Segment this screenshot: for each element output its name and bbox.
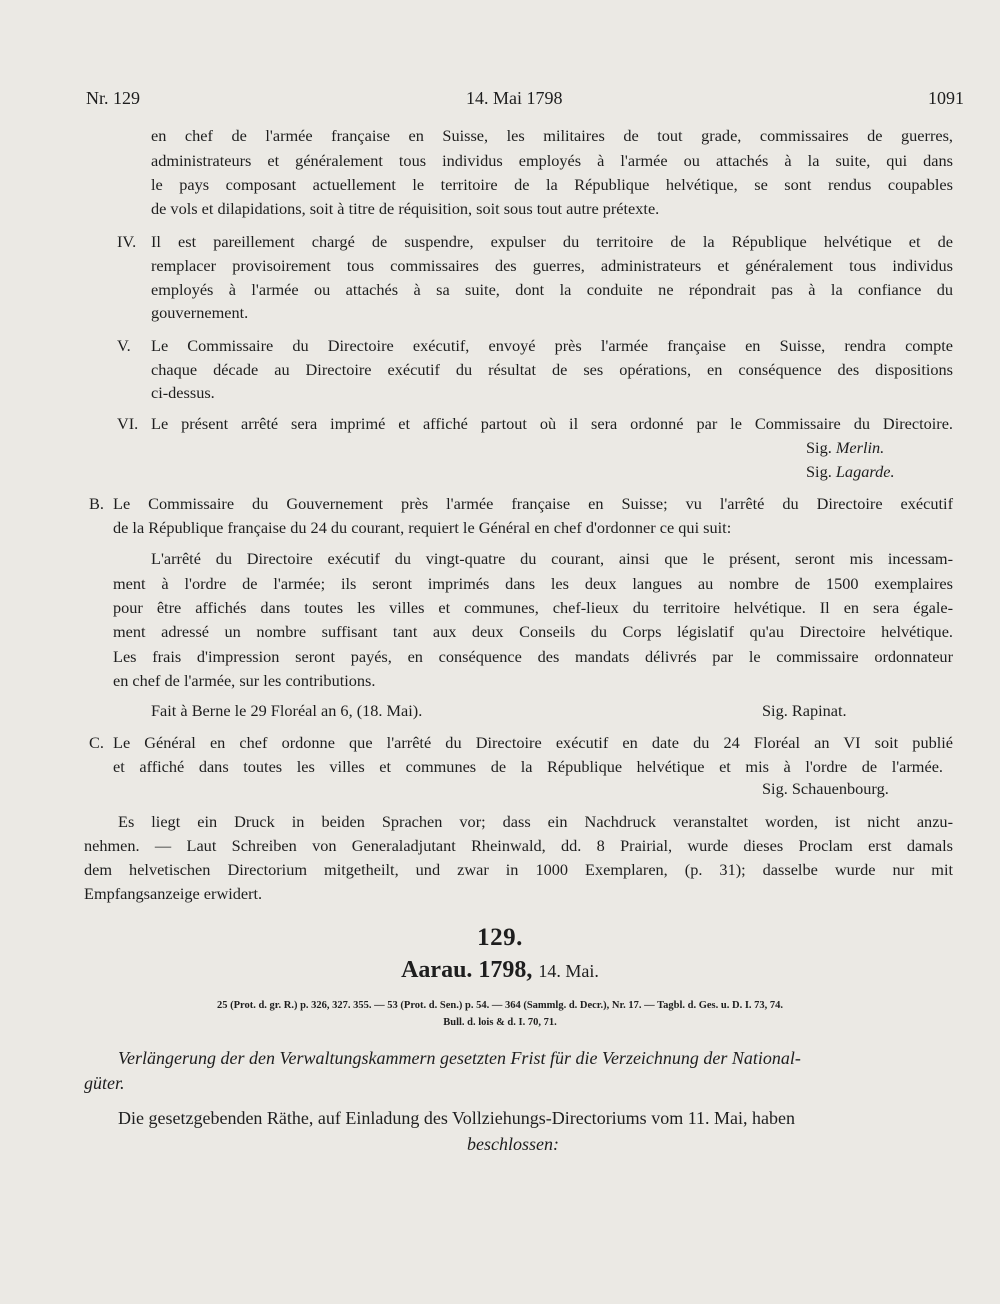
paragraph-line: de vols et dilapidations, soit à titre de réquisition, soit sous tout autre prétexte. xyxy=(151,199,660,218)
document-title: Verlängerung der den Verwaltungskammern gesetzten Frist für die Verzeichnung der National- xyxy=(118,1048,801,1068)
paragraph-line: Le Commissaire du Directoire exécutif, envoyé près l'armée française en Suisse, rendra compte xyxy=(151,336,953,355)
document-title: güter. xyxy=(84,1073,125,1093)
page-number: 1091 xyxy=(928,88,964,108)
document-number: 129. xyxy=(477,924,523,951)
signature-rapinat: Sig. Rapinat. xyxy=(762,701,847,720)
paragraph-line: Les frais d'impression seront payés, en conséquence des mandats délivrés par le commissaire ordonnateur xyxy=(113,647,953,666)
paragraph-line: le pays composant actuellement le territoire de la République helvétique, se sont rendus coupables xyxy=(151,175,953,194)
place-date-line: Fait à Berne le 29 Floréal an 6, (18. Mai). xyxy=(151,701,423,720)
signature-lagarde: Sig. Lagarde. xyxy=(806,462,895,481)
section-number: VI. xyxy=(117,414,139,433)
paragraph-line: Il est pareillement chargé de suspendre, expulser du territoire de la République helvétique et de xyxy=(151,232,953,251)
paragraph-line: Le Commissaire du Gouvernement près l'armée française en Suisse; vu l'arrêté du Directoire exécutif xyxy=(113,494,953,513)
note-line: nehmen. — Laut Schreiben von Generaladjutant Rheinwald, dd. 8 Prairial, wurde dieses Proclam erst damals xyxy=(84,836,953,855)
paragraph-line: Le Général en chef ordonne que l'arrêté du Directoire exécutif en date du 24 Floréal an VI soit publié xyxy=(113,733,953,752)
paragraph-line: de la République française du 24 du courant, requiert le Général en chef d'ordonner ce qui suit: xyxy=(113,518,732,537)
paragraph-line: remplacer provisoirement tous commissaires des guerres, administrateurs et généralement tous individus xyxy=(151,256,953,275)
section-letter: B. xyxy=(89,494,104,513)
section-number: V. xyxy=(117,336,131,355)
signature-merlin: Sig. Merlin. xyxy=(806,438,885,457)
header-date: 14. Mai 1798 xyxy=(466,88,563,108)
signature-schauenbourg: Sig. Schauenbourg. xyxy=(762,779,889,798)
document-year: 1798, xyxy=(478,957,533,983)
paragraph-line: employés à l'armée ou attachés à sa suite, dont la conduite ne répondrait pas à la confiance du xyxy=(151,280,953,299)
source-references: Bull. d. lois & d. I. 70, 71. xyxy=(443,1017,557,1028)
paragraph-line: pour être affichés dans toutes les villes et communes, chef-lieux du territoire helvétique. Il en sera égale- xyxy=(113,598,953,617)
document-place-date xyxy=(0,957,1000,984)
paragraph-line: ment adressé un nombre suffisant tant aux deux Conseils du Corps législatif qu'au Directoire helvétique. xyxy=(113,622,953,641)
note-line: Es liegt ein Druck in beiden Sprachen vor; dass ein Nachdruck veranstaltet worden, ist nicht anzu- xyxy=(118,812,953,831)
preamble-line: beschlossen: xyxy=(467,1134,559,1154)
document-place: Aarau. xyxy=(401,957,473,983)
header-number: Nr. 129 xyxy=(86,88,140,108)
note-line: Empfangsanzeige erwidert. xyxy=(84,884,263,903)
paragraph-line: ment à l'ordre de l'armée; ils seront imprimés dans les deux langues au nombre de 1500 exemplaires xyxy=(113,574,953,593)
paragraph-line: gouvernement. xyxy=(151,303,249,322)
paragraph-line: administrateurs et généralement tous individus employés à l'armée ou attachés à la suite, qui dans xyxy=(151,151,953,170)
section-number: IV. xyxy=(117,232,137,251)
paragraph-line: en chef de l'armée française en Suisse, les militaires de tout grade, commissaires de guerres, xyxy=(151,126,953,145)
paragraph-line: ci-dessus. xyxy=(151,383,215,402)
page-header xyxy=(86,88,964,112)
paragraph-line: L'arrêté du Directoire exécutif du vingt-quatre du courant, ainsi que le présent, seront mis incessam- xyxy=(151,549,953,568)
note-line: dem helvetischen Directorium mitgetheilt, und zwar in 1000 Exemplaren, (p. 31); dasselbe wurde nur mit xyxy=(84,860,953,879)
paragraph-line: chaque décade au Directoire exécutif du résultat de ses opérations, en conséquence des dispositions xyxy=(151,360,953,379)
paragraph-line: et affiché dans toutes les villes et communes de la République helvétique et mis à l'ordre de l'armée. xyxy=(113,757,943,776)
paragraph-line: en chef de l'armée, sur les contributions. xyxy=(113,671,376,690)
preamble-line: Die gesetzgebenden Räthe, auf Einladung des Vollziehungs-Directoriums vom 11. Mai, haben xyxy=(118,1108,795,1128)
section-letter: C. xyxy=(89,733,104,752)
paragraph-line: Le présent arrêté sera imprimé et affiché partout où il sera ordonné par le Commissaire du Directoire. xyxy=(151,414,953,433)
source-references: 25 (Prot. d. gr. R.) p. 326, 327. 355. — 53 (Prot. d. Sen.) p. 54. — 364 (Sammlg. d. Decr.), Nr. 17. — Tagbl. d. Ges. u. D. I. 73, 74. xyxy=(216,1000,784,1011)
document-date: 14. Mai. xyxy=(538,961,599,981)
